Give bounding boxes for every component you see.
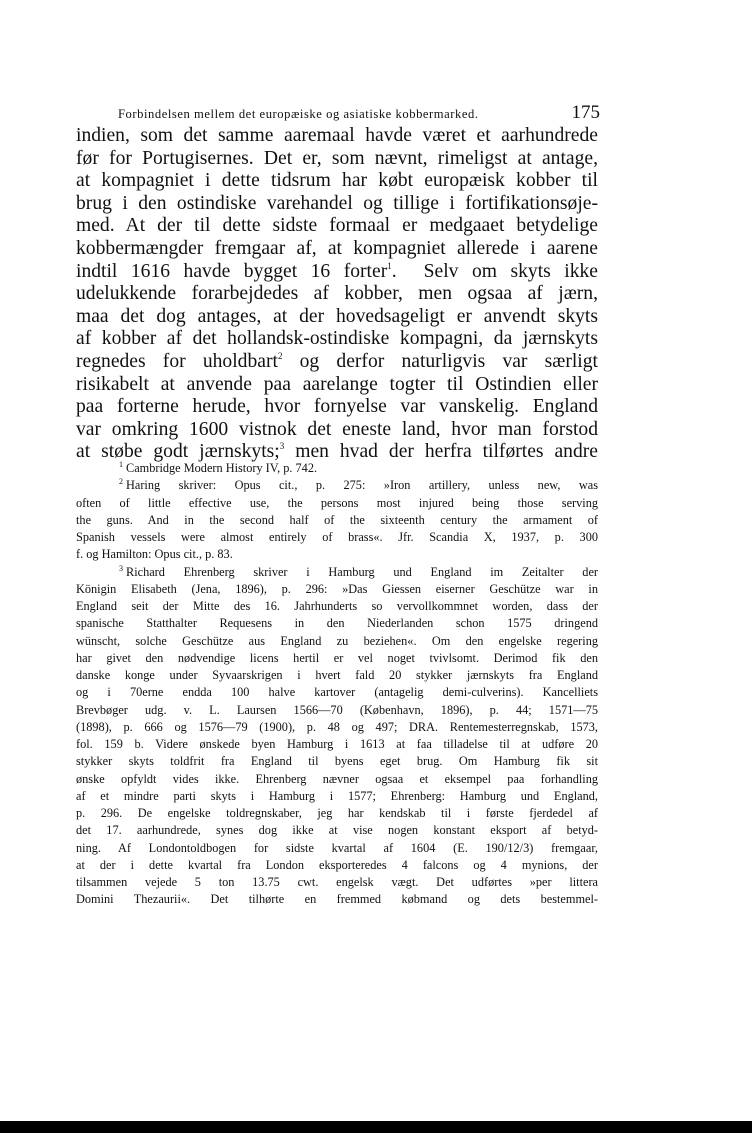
body-line xyxy=(76,351,598,374)
footnote-line: England seit der Mitte des 16. Jahrhunderts so vervollkommnet worden, dass der xyxy=(76,599,598,613)
body-line: kobbermængder fremgaar af, at kompagniet allerede i aarene xyxy=(76,237,598,259)
footnotes xyxy=(76,460,598,909)
body-line: var omkring 1600 vistnok det eneste land, hvor man forstod xyxy=(76,418,598,440)
footnote-ref-2: 2 xyxy=(277,350,283,361)
footnote-line: det 17. aarhundrede, synes dog ikke at vise nogen konstant eksport af betyd- xyxy=(76,823,598,838)
footnote-line: Domini Thezaurii«. Det tilhørte en fremmed købmand og dets bestemmel- xyxy=(76,892,598,907)
body-segment: at støbe godt jærnskyts; xyxy=(76,441,280,463)
footnote-ref-3: 3 xyxy=(279,441,285,452)
body-segment: og derfor naturligvis var særligt xyxy=(299,350,598,372)
running-title: Forbindelsen mellem det europæiske og asiatiske kobbermarked. xyxy=(118,107,479,121)
running-header xyxy=(118,102,600,124)
body-line: med. At der til dette sidste formaal er medgaaet betydelige xyxy=(76,215,598,237)
page-number: 175 xyxy=(571,102,600,123)
footnote-line: Spanish vessels were almost entirely of brass«. Jfr. Scandia X, 1937, p. 300 xyxy=(76,530,598,544)
body-segment: Selv om skyts ikke xyxy=(423,260,598,282)
footnote-line: fol. 159 b. Videre ønskede byen Hamburg i 1613 at faa tilladelse til at udføre 20 xyxy=(76,737,598,751)
body-line: af kobber af det hollandsk-ostindiske kompagni, da jærnskyts xyxy=(76,328,598,350)
body-line: indtil 1616 havde bygget 16 forter$^1$. Selv om skyts ikke xyxy=(76,260,598,282)
footnote-line: spanische Statthalter Requesens in den Niederlanden schon 1575 dringend xyxy=(76,616,598,631)
footnote-line: at der i dette kvartal fra London eksporteredes 4 falcons og 4 mynions, der xyxy=(76,857,598,872)
footnote-line: og i 70erne endda 100 halve kartover (antagelig demi-culverins). Kancelliets xyxy=(76,685,598,700)
footnote-text: Haring skriver: Opus cit., p. 275: »Iron artillery, unless new, was xyxy=(126,478,598,493)
footnote-mark: 3 xyxy=(119,563,123,573)
footnote-line: af et mindre parti skyts i Hamburg i 1577; Ehrenberg: Hamburg und England, xyxy=(76,788,598,803)
body-line: brug i den ostindiske varehandel og tillige i fortifikationsøje- xyxy=(76,192,598,214)
body-segment: men hvad der herfra tilførtes andre xyxy=(295,441,598,463)
body-segment: indtil 1616 havde bygget 16 forter xyxy=(76,260,388,282)
body-line: udelukkende forarbejdedes af kobber, men ogsaa af jærn, xyxy=(76,283,598,305)
footnote-line: wünscht, solche Geschütze aus England zu beziehen«. Om den engelske regering xyxy=(76,633,598,648)
footnote-line: (1898), p. 666 og 1576—79 (1900), p. 48 og 497; DRA. Rentemesterregnskab, 1573, xyxy=(76,719,598,734)
footnote-line: often of little effective use, the persons most injured being those serving xyxy=(76,495,598,510)
footnote-mark: 2 xyxy=(119,477,123,487)
footnote-3 xyxy=(76,564,598,581)
footnote-line: Brevbøger udg. v. L. Laursen 1566—70 (København, 1896), p. 44; 1571—75 xyxy=(76,702,598,717)
body-text xyxy=(76,125,598,464)
footnote-line: har givet den nødvendige licens hertil er vel noget tvivlsomt. Derimod fik den xyxy=(76,650,598,665)
scan-edge xyxy=(0,1121,752,1133)
body-line: indien, som det samme aaremaal havde været et aarhundrede xyxy=(76,125,598,146)
footnote-line: ønske opfyldt vides ikke. Ehrenberg nævner ogsaa et eksempel paa forhandling xyxy=(76,771,598,786)
footnote-ref-1: 1 xyxy=(387,260,392,271)
body-segment: regnedes for uholdbart xyxy=(76,350,278,372)
body-line: paa forterne herude, hvor fornyelse var vanskelig. England xyxy=(76,396,598,418)
footnote-text: Cambridge Modern History IV, p. 742. xyxy=(126,461,318,475)
footnote-1 xyxy=(76,460,598,477)
footnote-line: ning. Af Londontoldbogen for sidste kvartal af 1604 (E. 190/12/3) fremgaar, xyxy=(76,840,598,855)
footnote-line: stykker skyts toldfrit fra England til byens eget brug. Om Hamburg fik sit xyxy=(76,754,598,769)
body-line: før for Portugisernes. Det er, som nævnt, rimeligst at antage, xyxy=(76,147,598,169)
footnote-text: Richard Ehrenberg skriver i Hamburg und England im Zeitalter der xyxy=(126,564,598,579)
body-line: risikabelt at anvende paa aarelange togter til Ostindien eller xyxy=(76,373,598,395)
footnote-mark: 1 xyxy=(119,460,123,469)
footnote-line: danske konge under Syvaarskrigen i hvert fald 20 stykker jærnskyts fra England xyxy=(76,668,598,682)
footnote-2 xyxy=(76,477,598,494)
footnote-line: p. 296. De engelske toldregnskaber, jeg har kendskab til i første fjerdedel af xyxy=(76,806,598,820)
body-line: at kompagniet i dette tidsrum har købt europæisk kobber til xyxy=(76,170,598,192)
footnote-line: the guns. And in the second half of the sixteenth century the armament of xyxy=(76,512,598,527)
footnote-line: tilsammen vejede 5 ton 13.75 cwt. engelsk vægt. Det udførtes »per littera xyxy=(76,875,598,889)
body-line: maa det dog antages, at der hovedsageligt er anvendt skyts xyxy=(76,305,598,327)
footnote-line: Königin Elisabeth (Jena, 1896), p. 296: »Das Giessen eiserner Geschütze war in xyxy=(76,581,598,596)
footnote-line: f. og Hamilton: Opus cit., p. 83. xyxy=(76,547,233,562)
